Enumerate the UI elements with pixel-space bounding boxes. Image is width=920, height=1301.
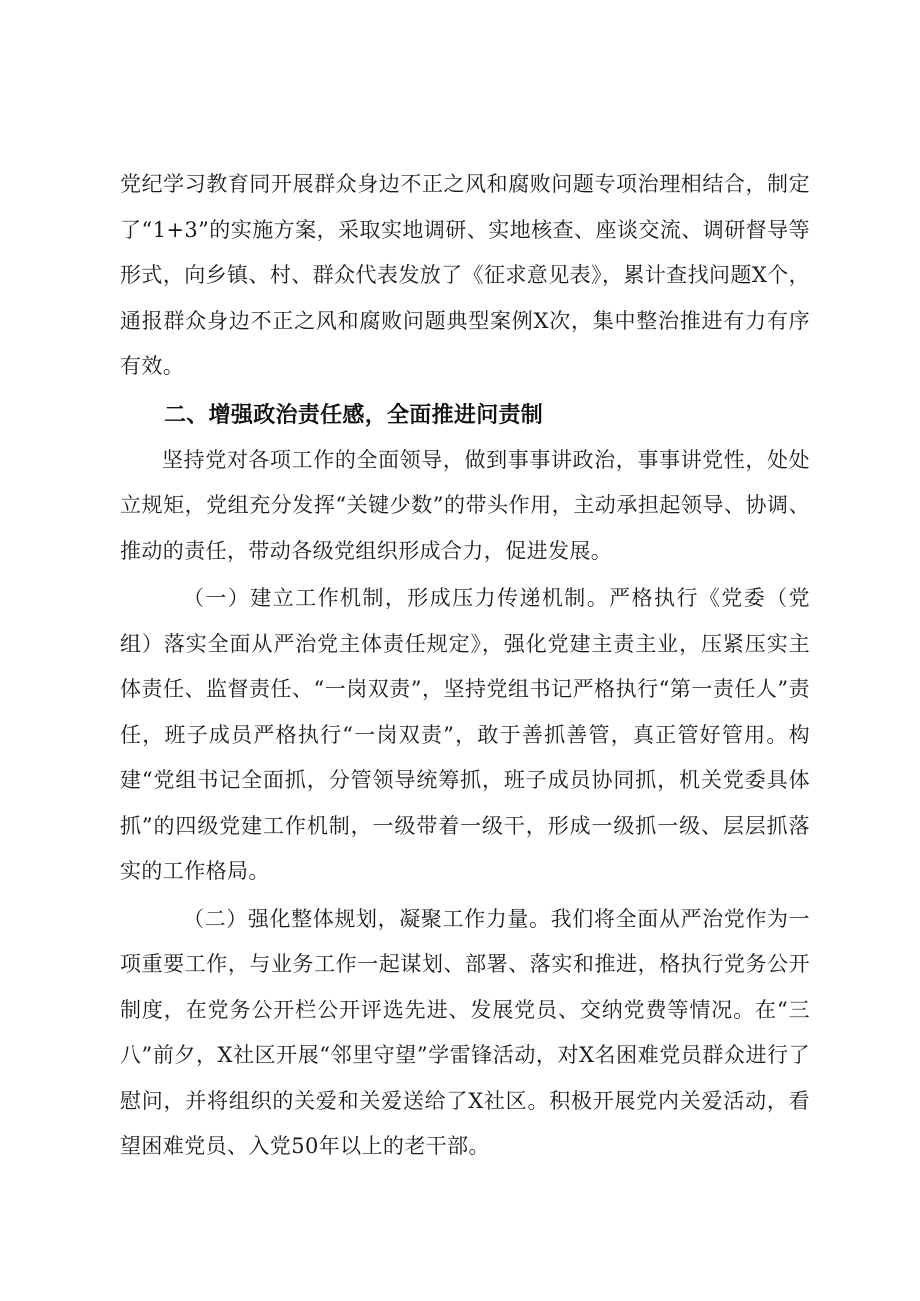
document-body (120, 162, 810, 1170)
paragraph-continuation: 党纪学习教育同开展群众身边不正之风和腐败问题专项治理相结合，制定了“1+3”的实施方案，采取实地调研、实地核查、座谈交流、调研督导等形式，向乡镇、村、群众代表发放了《征求意见表》，累计查找问题X个，通报群众身边不正之风和腐败问题典型案例X次，集中整治推进有力有序有效。 (120, 172, 810, 378)
paragraph-section-intro: 坚持党对各项工作的全面领导，做到事事讲政治，事事讲党性，处处立规矩，党组充分发挥“关键少数”的带头作用，主动承担起领导、协调、推动的责任，带动各级党组织形成合力，促进发展。 (120, 447, 810, 563)
section-heading: 二、增强政治责任感，全面推进问责制 (164, 402, 544, 428)
paragraph-subsection-2: （二）强化整体规划，凝聚工作力量。我们将全面从严治党作为一项重要工作，与业务工作一起谋划、部署、落实和推进，格执行党务公开制度，在党务公开栏公开评选先进、发展党员、交纳党费等情况。在“三八”前夕，X社区开展“邻里守望”学雷锋活动，对X名困难党员群众进行了慰问，并将组织的关爱和关爱送给了X社区。积极开展党内关爱活动，看望困难党员、入党50年以上的老干部。 (120, 906, 810, 1158)
paragraph-subsection-1: （一）建立工作机制，形成压力传递机制。严格执行《党委（党组）落实全面从严治党主体责任规定》，强化党建主责主业，压紧压实主体责任、监督责任、“一岗双责”，坚持党组书记严格执行“第一责任人”责任，班子成员严格执行“一岗双责”，敢于善抓善管，真正管好管用。构建“党组书记全面抓，分管领导统筹抓，班子成员协同抓，机关党委具体抓”的四级党建工作机制，一级带着一级干，形成一级抓一级、层层抓落实的工作格局。 (120, 586, 810, 883)
